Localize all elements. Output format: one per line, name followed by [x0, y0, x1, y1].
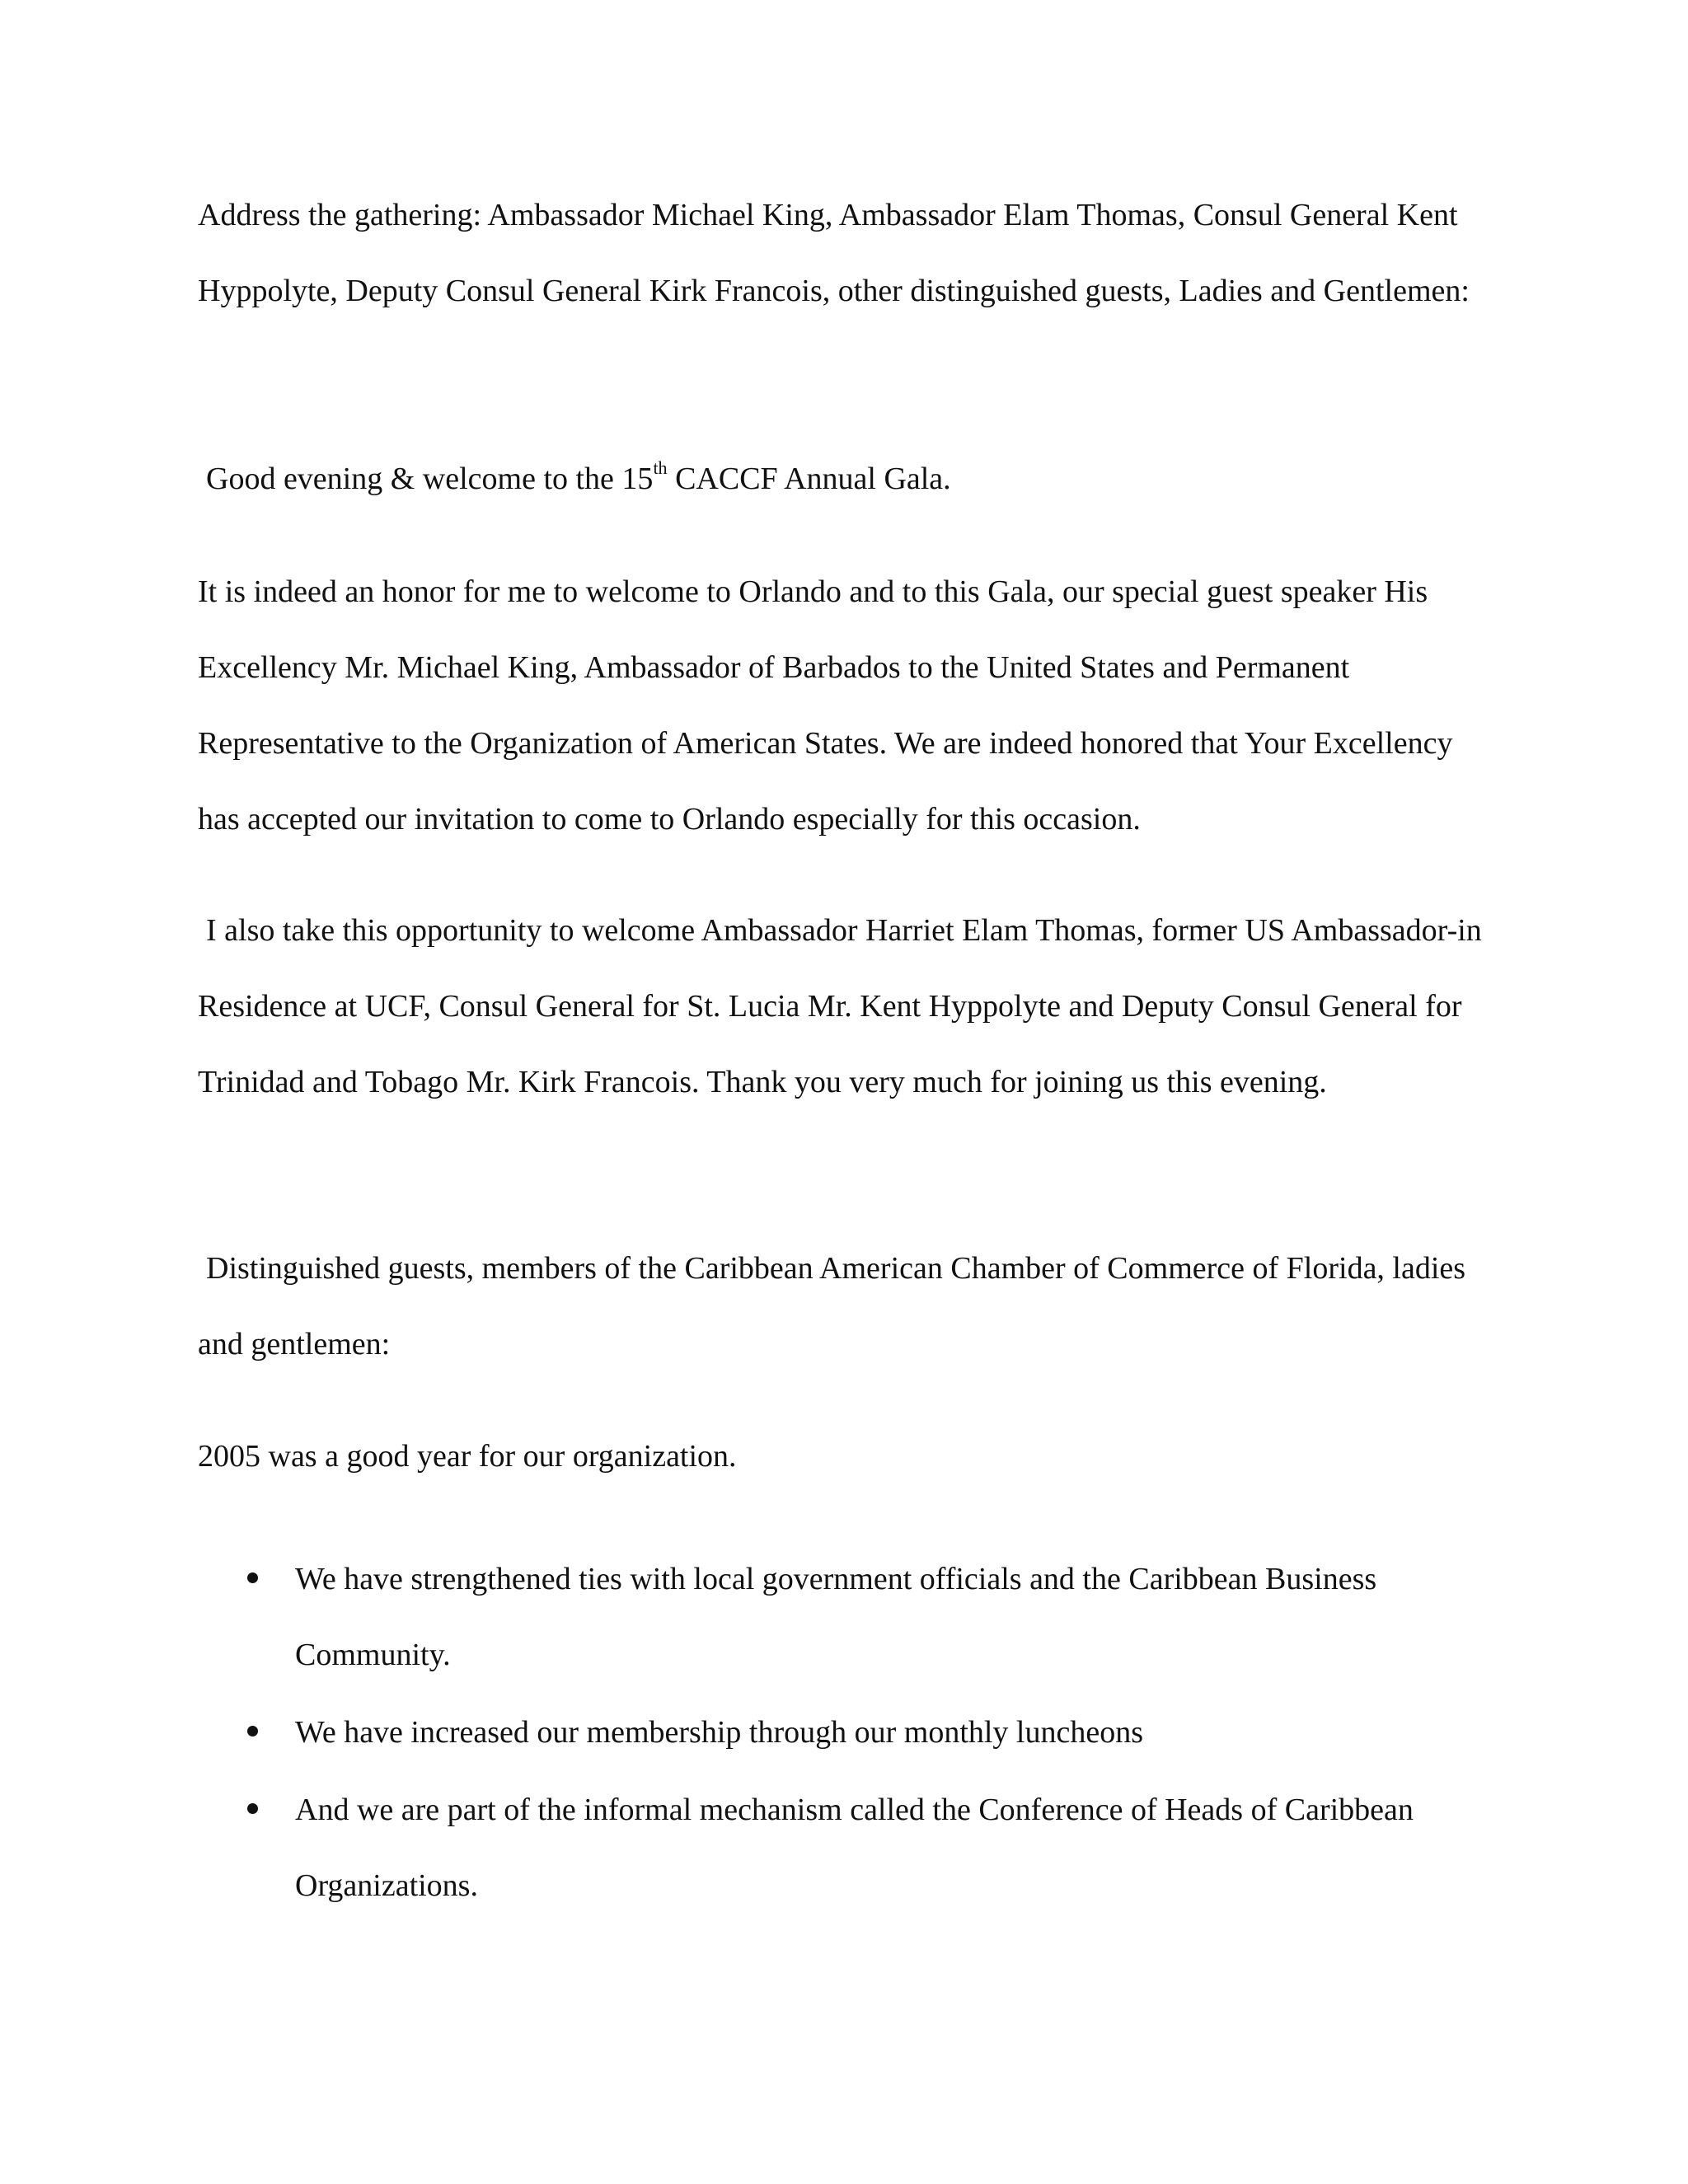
honor-paragraph: It is indeed an honor for me to welcome to Orlando and to this Gala, our special guest speaker His Excellency Mr. Michael King, Ambassador of Barbados to the United States and Permanent Representative to the Organization of American States. We are indeed honored that Your Excellency has accepted our invitation to come to Orlando especially for this occasion.	[198, 574, 1453, 837]
welcome-paragraph	[198, 441, 1484, 517]
also-welcome-paragraph: I also take this opportunity to welcome Ambassador Harriet Elam Thomas, former US Ambassador-in Residence at UCF, Consul General for St. Lucia Mr. Kent Hyppolyte and Deputy Consul General for Trinidad and Tobago Mr. Kirk Francois. Thank you very much for joining us this evening.	[198, 913, 1482, 1099]
welcome-text: Good evening & welcome to the 15	[206, 462, 654, 496]
ordinal-suffix: th	[653, 457, 668, 478]
achievements-list	[198, 1541, 1500, 1925]
distinguished-paragraph: Distinguished guests, members of the Caribbean American Chamber of Commerce of Florida, ladies and gentlemen:	[198, 1251, 1466, 1361]
bullet-icon	[247, 1726, 258, 1736]
welcome-text-end: CACCF Annual Gala.	[667, 462, 951, 496]
bullet-icon	[247, 1803, 258, 1814]
bullet-icon	[247, 1572, 258, 1583]
list-item-text: We have increased our membership through our monthly luncheons	[295, 1715, 1144, 1750]
list-item	[198, 1541, 1500, 1693]
list-item	[198, 1694, 1500, 1770]
year-paragraph: 2005 was a good year for our organization.	[198, 1439, 737, 1474]
greeting-paragraph: Address the gathering: Ambassador Michael King, Ambassador Elam Thomas, Consul General Kent Hyppolyte, Deputy Consul General Kirk Francois, other distinguished guests, Ladies and Gentlemen:	[198, 198, 1470, 308]
list-item-text: And we are part of the informal mechanism called the Conference of Heads of Caribbean Organizations.	[295, 1793, 1414, 1903]
list-item	[198, 1772, 1500, 1924]
list-item-text: We have strengthened ties with local government officials and the Caribbean Business Community.	[295, 1562, 1377, 1672]
